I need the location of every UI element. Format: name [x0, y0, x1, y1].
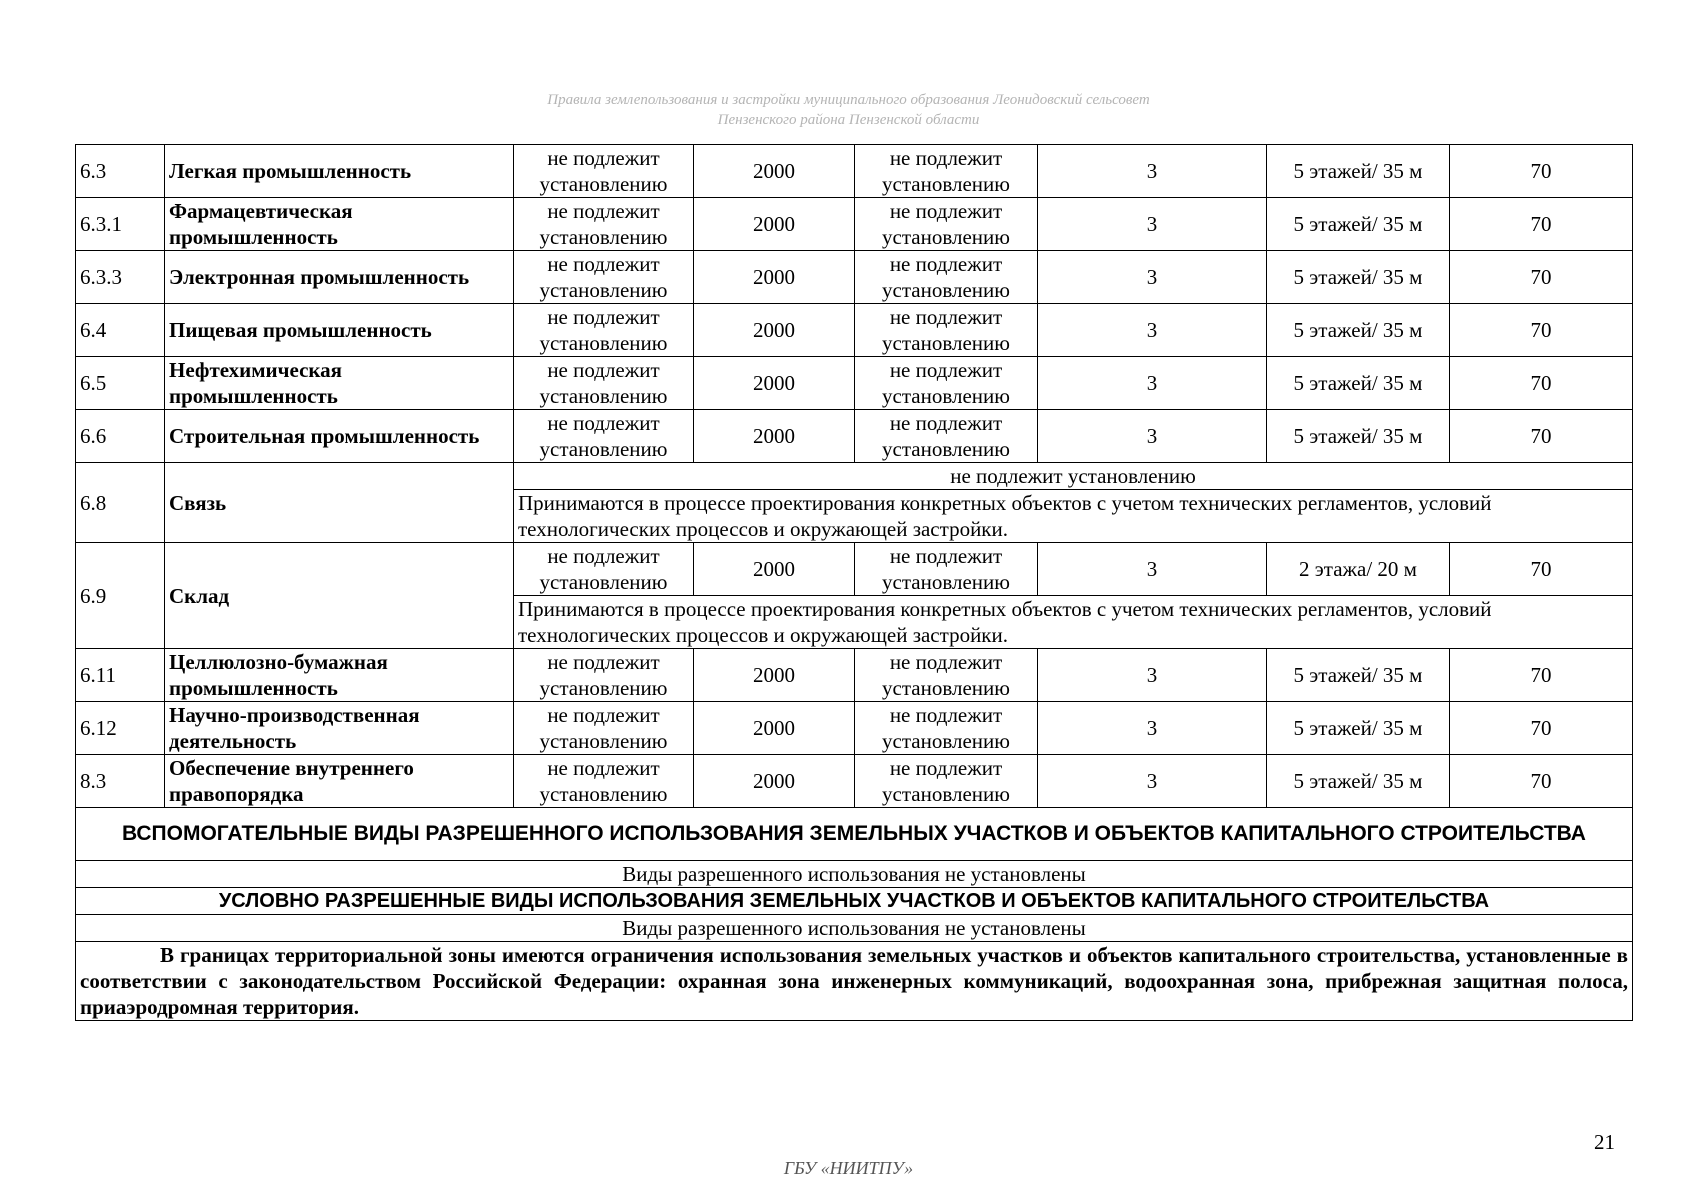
- cell-max-area: 2000: [694, 649, 855, 702]
- cell-note: Принимаются в процессе проектирования конкретных объектов с учетом технических регламентов, условий технологических процессов и окружающей застройки.: [514, 596, 1633, 649]
- row-code: 6.4: [76, 304, 165, 357]
- cell-coverage: 70: [1450, 145, 1633, 198]
- cell-frontage: не подлежит установлению: [855, 145, 1038, 198]
- cell-min-area: не подлежит установлению: [514, 198, 694, 251]
- cell-coverage: 70: [1450, 304, 1633, 357]
- row-name: Научно-производственная деятельность: [165, 702, 514, 755]
- cell-height: 5 этажей/ 35 м: [1267, 198, 1450, 251]
- row-name: Пищевая промышленность: [165, 304, 514, 357]
- cell-frontage: не подлежит установлению: [855, 251, 1038, 304]
- row-name: Связь: [165, 463, 514, 543]
- cell-frontage: не подлежит установлению: [855, 357, 1038, 410]
- cell-max-area: 2000: [694, 755, 855, 808]
- cell-setback: 3: [1038, 755, 1267, 808]
- cell-coverage: 70: [1450, 357, 1633, 410]
- cell-setback: 3: [1038, 410, 1267, 463]
- aux-uses-text: Виды разрешенного использования не установлены: [76, 861, 1633, 888]
- row-name: Легкая промышленность: [165, 145, 514, 198]
- cell-coverage: 70: [1450, 198, 1633, 251]
- cell-setback: 3: [1038, 702, 1267, 755]
- table-row: [76, 304, 1633, 357]
- row-code: 6.12: [76, 702, 165, 755]
- row-code: 6.11: [76, 649, 165, 702]
- cell-height: 5 этажей/ 35 м: [1267, 702, 1450, 755]
- conditional-uses-text: Виды разрешенного использования не установлены: [76, 915, 1633, 942]
- table-row: [76, 861, 1633, 888]
- row-code: 6.6: [76, 410, 165, 463]
- cell-coverage: 70: [1450, 755, 1633, 808]
- page-number: 21: [1594, 1130, 1615, 1154]
- table-row: [76, 251, 1633, 304]
- row-code: 8.3: [76, 755, 165, 808]
- cell-min-area: не подлежит установлению: [514, 251, 694, 304]
- table-row: [76, 755, 1633, 808]
- cell-min-area: не подлежит установлению: [514, 145, 694, 198]
- cell-frontage: не подлежит установлению: [855, 543, 1038, 596]
- row-name: Фармацевтическая промышленность: [165, 198, 514, 251]
- cell-merged-params: не подлежит установлению: [514, 463, 1633, 490]
- cell-setback: 3: [1038, 198, 1267, 251]
- table-row: [76, 649, 1633, 702]
- cell-frontage: не подлежит установлению: [855, 755, 1038, 808]
- cell-note: Принимаются в процессе проектирования конкретных объектов с учетом технических регламентов, условий технологических процессов и окружающей застройки.: [514, 490, 1633, 543]
- cell-frontage: не подлежит установлению: [855, 198, 1038, 251]
- cell-max-area: 2000: [694, 410, 855, 463]
- table-row: [76, 942, 1633, 1021]
- cell-frontage: не подлежит установлению: [855, 304, 1038, 357]
- cell-min-area: не подлежит установлению: [514, 543, 694, 596]
- cell-max-area: 2000: [694, 702, 855, 755]
- cell-max-area: 2000: [694, 198, 855, 251]
- table-row: [76, 702, 1633, 755]
- cell-max-area: 2000: [694, 145, 855, 198]
- cell-setback: 3: [1038, 145, 1267, 198]
- cell-setback: 3: [1038, 543, 1267, 596]
- row-code: 6.8: [76, 463, 165, 543]
- table-row: [76, 198, 1633, 251]
- cell-min-area: не подлежит установлению: [514, 755, 694, 808]
- land-use-table: [75, 144, 1633, 1021]
- row-name: Электронная промышленность: [165, 251, 514, 304]
- table-row: [76, 888, 1633, 915]
- row-name: Обеспечение внутреннего правопорядка: [165, 755, 514, 808]
- cell-height: 5 этажей/ 35 м: [1267, 145, 1450, 198]
- cell-height: 5 этажей/ 35 м: [1267, 357, 1450, 410]
- cell-coverage: 70: [1450, 649, 1633, 702]
- cell-height: 2 этажа/ 20 м: [1267, 543, 1450, 596]
- cell-coverage: 70: [1450, 410, 1633, 463]
- cell-max-area: 2000: [694, 304, 855, 357]
- cell-max-area: 2000: [694, 357, 855, 410]
- cell-setback: 3: [1038, 304, 1267, 357]
- table-row: [76, 463, 1633, 490]
- cell-min-area: не подлежит установлению: [514, 357, 694, 410]
- row-name: Склад: [165, 543, 514, 649]
- aux-uses-heading: ВСПОМОГАТЕЛЬНЫЕ ВИДЫ РАЗРЕШЕННОГО ИСПОЛЬЗОВАНИЯ ЗЕМЕЛЬНЫХ УЧАСТКОВ И ОБЪЕКТОВ КАПИТАЛЬНОГО СТРОИТЕЛЬСТВА: [76, 808, 1633, 861]
- table-row: [76, 808, 1633, 861]
- table-row: [76, 357, 1633, 410]
- table-row: [76, 915, 1633, 942]
- cell-coverage: 70: [1450, 251, 1633, 304]
- row-name: Строительная промышленность: [165, 410, 514, 463]
- running-header-line1: Правила землепользования и застройки муниципального образования Леонидовский сельсовет: [547, 92, 1150, 108]
- restrictions-note: [76, 942, 1633, 1021]
- page-footer: ГБУ «НИИТПУ»: [783, 1158, 914, 1178]
- cell-height: 5 этажей/ 35 м: [1267, 304, 1450, 357]
- cell-coverage: 70: [1450, 702, 1633, 755]
- row-code: 6.3.1: [76, 198, 165, 251]
- cell-setback: 3: [1038, 251, 1267, 304]
- cell-min-area: не подлежит установлению: [514, 702, 694, 755]
- cell-frontage: не подлежит установлению: [855, 649, 1038, 702]
- cell-frontage: не подлежит установлению: [855, 410, 1038, 463]
- cell-max-area: 2000: [694, 543, 855, 596]
- cell-frontage: не подлежит установлению: [855, 702, 1038, 755]
- cell-height: 5 этажей/ 35 м: [1267, 251, 1450, 304]
- conditional-uses-heading: УСЛОВНО РАЗРЕШЕННЫЕ ВИДЫ ИСПОЛЬЗОВАНИЯ ЗЕМЕЛЬНЫХ УЧАСТКОВ И ОБЪЕКТОВ КАПИТАЛЬНОГО СТРОИТЕЛЬСТВА: [76, 888, 1633, 915]
- cell-min-area: не подлежит установлению: [514, 649, 694, 702]
- cell-height: 5 этажей/ 35 м: [1267, 755, 1450, 808]
- row-name: Целлюлозно-бумажная промышленность: [165, 649, 514, 702]
- cell-height: 5 этажей/ 35 м: [1267, 649, 1450, 702]
- cell-height: 5 этажей/ 35 м: [1267, 410, 1450, 463]
- running-header-line2: Пензенского района Пензенской области: [717, 112, 980, 128]
- cell-coverage: 70: [1450, 543, 1633, 596]
- table-row: [76, 145, 1633, 198]
- cell-min-area: не подлежит установлению: [514, 410, 694, 463]
- row-code: 6.3.3: [76, 251, 165, 304]
- cell-min-area: не подлежит установлению: [514, 304, 694, 357]
- row-code: 6.5: [76, 357, 165, 410]
- row-code: 6.9: [76, 543, 165, 649]
- cell-setback: 3: [1038, 649, 1267, 702]
- cell-max-area: 2000: [694, 251, 855, 304]
- row-name: Нефтехимическая промышленность: [165, 357, 514, 410]
- cell-setback: 3: [1038, 357, 1267, 410]
- row-code: 6.3: [76, 145, 165, 198]
- restrictions-note-text: В границах территориальной зоны имеются ограничения использования земельных участков и объектов капитального строительства, установленные в соответствии с законодательством Российской Федерации: охранная зона инженерных коммуникаций, водоохранная зона, прибрежная защитная полоса, приаэродромная территория.: [80, 943, 1628, 1019]
- table-row: [76, 543, 1633, 596]
- table-row: [76, 410, 1633, 463]
